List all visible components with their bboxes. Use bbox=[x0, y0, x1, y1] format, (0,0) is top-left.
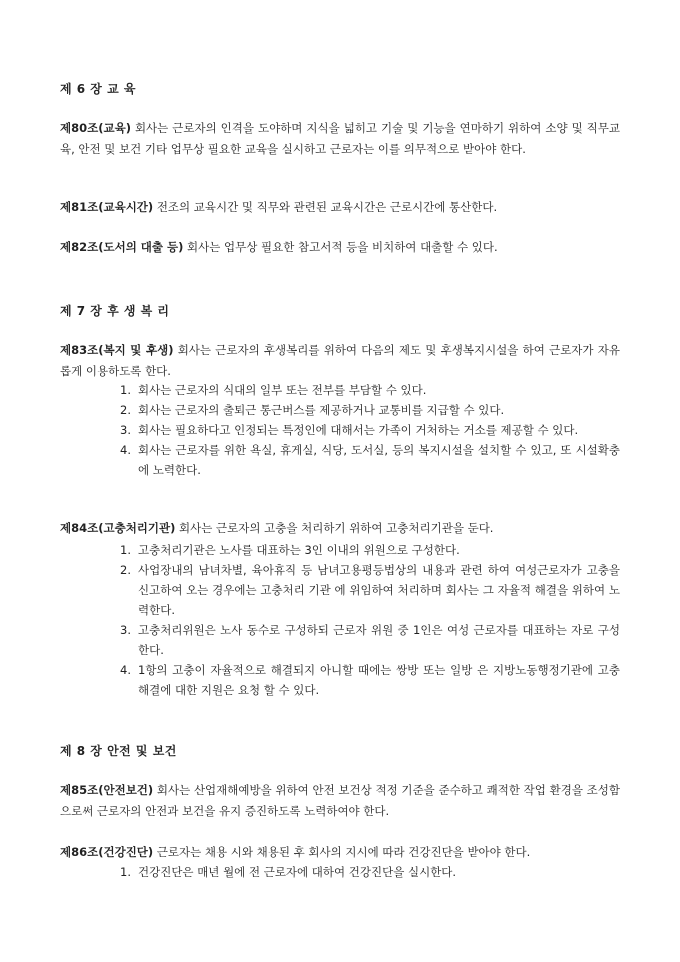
article-82-title: 제82조(도서의 대출 등) bbox=[60, 240, 184, 254]
article-86-text: 근로자는 채용 시와 채용된 후 회사의 지시에 따라 건강진단을 받아야 한다. bbox=[153, 845, 531, 859]
article-86-title: 제86조(건강진단) bbox=[60, 845, 154, 859]
chapter-6-heading: 제 6 장 교 육 bbox=[60, 82, 136, 96]
article-81 bbox=[60, 197, 620, 218]
article-86 bbox=[60, 842, 620, 863]
article-85-text: 회사는 산업재해예방을 위하여 안전 보건상 적정 기준을 준수하고 쾌적한 작업 환경을 조성함으로써 근로자의 안전과 보건을 유지 증진하도록 노력하여야 한다. bbox=[60, 783, 620, 818]
article-81-text: 전조의 교육시간 및 직무와 관련된 교육시간은 근로시간에 통산한다. bbox=[153, 200, 498, 214]
list-item: 2. 사업장내의 남녀차별, 육아휴직 등 남녀고용평등법상의 내용과 관련 하여 여성근로자가 고충을 신고하여 오는 경우에는 고충처리 기관 에 위임하여 처리하며 회사는 그 자율적 해결을 위하여 노력한다. bbox=[120, 563, 620, 617]
article-83-title: 제83조(복지 및 후생) bbox=[60, 343, 174, 357]
list-item: 2. 회사는 근로자의 출퇴근 통근버스를 제공하거나 교통비를 지급할 수 있다. bbox=[120, 403, 505, 417]
article-80-text: 회사는 근로자의 인격을 도야하며 지식을 넓히고 기술 및 기능을 연마하기 위하여 소양 및 직무교육, 안전 및 보건 기타 업무상 필요한 교육을 실시하고 근로자는 이를 의무적으로 받아야 한다. bbox=[60, 121, 620, 156]
article-84-item-list bbox=[120, 540, 620, 700]
list-item: 1. 고충처리기관은 노사를 대표하는 3인 이내의 위원으로 구성한다. bbox=[120, 543, 460, 557]
list-item: 4. 1항의 고충이 자율적으로 해결되지 아니할 때에는 쌍방 또는 일방 은 지방노동행정기관에 고충 해결에 대한 지원은 요청 할 수 있다. bbox=[120, 663, 620, 697]
chapter-7-heading: 제 7 장 후 생 복 리 bbox=[60, 304, 170, 318]
list-item: 1. 건강진단은 매년 월에 전 근로자에 대하여 건강진단을 실시한다. bbox=[120, 865, 457, 879]
article-82 bbox=[60, 237, 620, 258]
article-83-text: 회사는 근로자의 후생복리를 위하여 다음의 제도 및 후생복지시설을 하여 근로자가 자유롭게 이용하도록 한다. bbox=[60, 343, 620, 378]
article-80 bbox=[60, 118, 620, 160]
list-item: 3. 회사는 필요하다고 인정되는 특정인에 대해서는 가족이 거처하는 거소를 제공할 수 있다. bbox=[120, 423, 579, 437]
article-85 bbox=[60, 780, 620, 822]
article-80-title: 제80조(교육) bbox=[60, 121, 131, 135]
list-item: 3. 고충처리위원은 노사 동수로 구성하되 근로자 위원 중 1인은 여성 근로자를 대표하는 자로 구성한다. bbox=[120, 623, 620, 657]
article-84-title: 제84조(고충처리기관) bbox=[60, 521, 176, 535]
article-85-title: 제85조(안전보건) bbox=[60, 783, 154, 797]
article-84-text: 회사는 근로자의 고충을 처리하기 위하여 고충처리기관을 둔다. bbox=[175, 521, 494, 535]
list-item: 1. 회사는 근로자의 식대의 일부 또는 전부를 부담할 수 있다. bbox=[120, 383, 427, 397]
article-86-item-list bbox=[120, 862, 620, 882]
article-81-title: 제81조(교육시간) bbox=[60, 200, 154, 214]
article-83 bbox=[60, 340, 620, 382]
article-84 bbox=[60, 518, 620, 539]
chapter-8-heading: 제 8 장 안전 및 보건 bbox=[60, 744, 177, 758]
list-item: 4. 회사는 근로자를 위한 욕실, 휴게실, 식당, 도서실, 등의 복지시설을 설치할 수 있고, 또 시설확충에 노력한다. bbox=[120, 443, 620, 477]
article-82-text: 회사는 업무상 필요한 참고서적 등을 비치하여 대출할 수 있다. bbox=[183, 240, 498, 254]
article-83-item-list bbox=[120, 380, 620, 480]
